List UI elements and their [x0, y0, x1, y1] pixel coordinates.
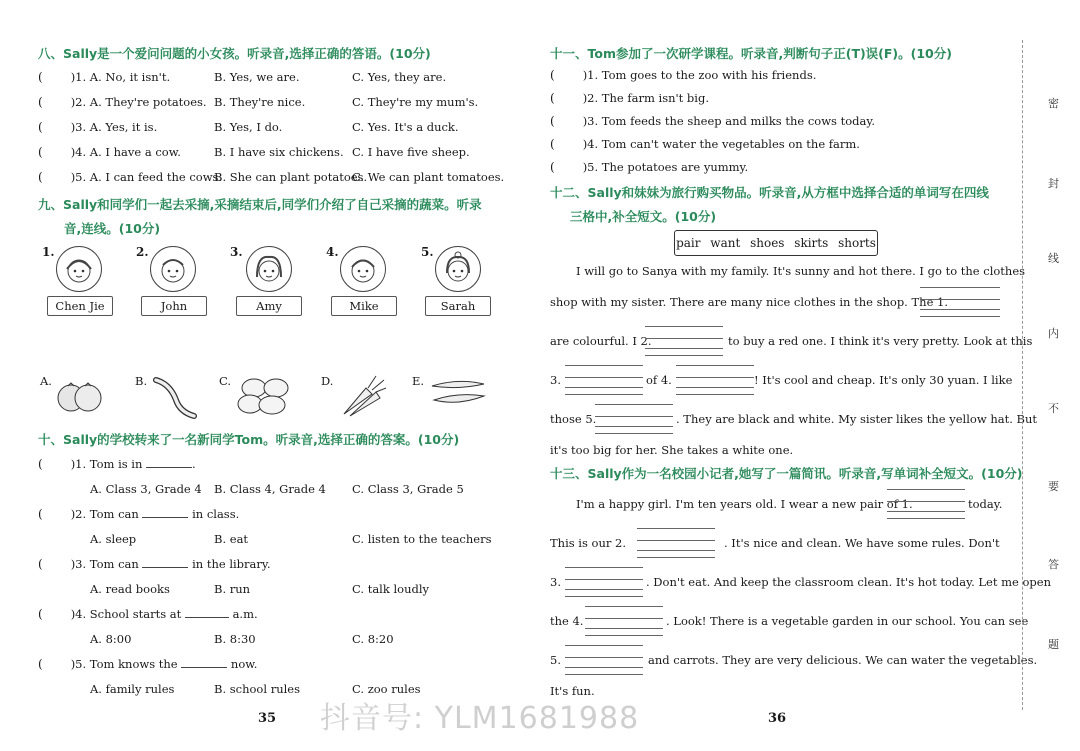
writing-line: [565, 674, 643, 675]
passage-line: . They are black and white. My sister likes the yellow hat. But: [676, 412, 1037, 426]
statement: )4. Tom can't water the vegetables on the farm.: [582, 137, 860, 151]
passage-line: It's fun.: [550, 684, 595, 698]
passage-line: I will go to Sanya with my family. It's sunny and hot there. I go to the clothes: [576, 264, 1026, 278]
answer-blank[interactable]: [142, 517, 188, 518]
answer-blank[interactable]: [146, 467, 192, 468]
writing-line: [676, 377, 754, 378]
child-portrait-icon: [56, 246, 102, 292]
question-stem: [38, 657, 257, 671]
answer-paren[interactable]: (: [38, 507, 43, 521]
green-beans-icon: [150, 374, 200, 424]
option-c: C. Yes, they are.: [352, 70, 447, 84]
question-stem: [38, 607, 258, 621]
potatoes-icon: [236, 376, 298, 420]
writing-line: [645, 338, 723, 339]
writing-line: [887, 501, 965, 502]
passage-line: those 5.: [550, 412, 597, 426]
option-c: C. They're my mum's.: [352, 95, 479, 109]
option-a: )5. A. I can feed the cows.: [70, 170, 223, 184]
child-portrait-icon: [435, 246, 481, 292]
answer-paren[interactable]: (: [38, 657, 43, 671]
writing-line: [565, 596, 643, 597]
writing-line[interactable]: [637, 550, 715, 551]
passage-line: today.: [968, 497, 1003, 511]
answer-paren[interactable]: (: [550, 68, 555, 82]
option-a: )2. A. They're potatoes.: [70, 95, 207, 109]
question-text: )4. School starts at: [70, 607, 182, 621]
question-row: [38, 120, 157, 134]
option-c: C. zoo rules: [352, 682, 421, 696]
writing-line[interactable]: [595, 426, 673, 427]
child-number: 4.: [326, 245, 339, 259]
statement: )5. The potatoes are yummy.: [582, 160, 749, 174]
writing-line: [887, 489, 965, 490]
question-text-end: in class.: [192, 507, 240, 521]
answer-blank[interactable]: [142, 567, 188, 568]
writing-line: [645, 355, 723, 356]
binding-char: 封: [1048, 177, 1059, 190]
name-box: Amy: [236, 296, 302, 316]
option-b: B. They're nice.: [214, 95, 306, 109]
option-b: B. Yes, we are.: [214, 70, 300, 84]
passage-line: shop with my sister. There are many nice clothes in the shop. The 1.: [550, 295, 949, 309]
binding-char: 密: [1048, 97, 1059, 110]
answer-paren[interactable]: (: [38, 170, 43, 184]
option-a: A. Class 3, Grade 4: [90, 482, 202, 496]
answer-paren[interactable]: (: [38, 145, 43, 159]
option-b: B. Class 4, Grade 4: [214, 482, 326, 496]
carrots-icon: [336, 372, 388, 424]
question-row: [38, 95, 207, 109]
veg-letter: A.: [40, 374, 52, 388]
writing-line: [645, 326, 723, 327]
question-row: [38, 70, 170, 84]
writing-line: [676, 394, 754, 395]
passage-line: and carrots. They are very delicious. We can water the vegetables.: [648, 653, 1038, 667]
tomato-icon: [56, 378, 104, 418]
passage-line: . Don't eat. And keep the classroom clean. It's hot today. Let me open: [646, 575, 1052, 589]
judge-row: [550, 160, 748, 174]
passage-line: of 4.: [646, 373, 672, 387]
section-12-title: 十二、Sally和妹妹为旅行购买物品。听录音,从方框中选择合适的单词写在四线: [550, 185, 989, 200]
passage-line: to buy a red one. I think it's very pretty. Look at this: [728, 334, 1033, 348]
option-a: A. family rules: [90, 682, 175, 696]
answer-paren[interactable]: (: [550, 114, 555, 128]
question-text-end: .: [192, 457, 196, 471]
passage-line: I'm a happy girl. I'm ten years old. I wear a new pair of 1.: [576, 497, 913, 511]
passage-line: . Look! There is a vegetable garden in our school. You can see: [666, 614, 1029, 628]
question-stem: [38, 507, 239, 521]
passage-line: 5.: [550, 653, 561, 667]
child-number: 2.: [136, 245, 149, 259]
section-12-title-cont: 三格中,补全短文。(10分): [570, 209, 717, 224]
option-b: B. 8:30: [214, 632, 256, 646]
writing-line[interactable]: [565, 667, 643, 668]
binding-line: [1022, 40, 1024, 710]
answer-paren[interactable]: (: [38, 607, 43, 621]
option-c: C. 8:20: [352, 632, 394, 646]
binding-char: 内: [1048, 327, 1059, 340]
writing-line: [637, 540, 715, 541]
judge-row: [550, 114, 875, 128]
option-b: B. run: [214, 582, 251, 596]
veg-letter: E.: [412, 374, 425, 388]
passage-line: ! It's cool and cheap. It's only 30 yuan. I like: [754, 373, 1013, 387]
option-a: A. read books: [90, 582, 170, 596]
writing-line: [585, 606, 663, 607]
binding-char: 线: [1048, 252, 1059, 265]
answer-paren[interactable]: (: [550, 137, 555, 151]
section-8-title: 八、Sally是一个爱问问题的小女孩。听录音,选择正确的答语。(10分): [38, 46, 431, 61]
section-13-title: 十三、Sally作为一名校园小记者,她写了一篇简讯。听录音,写单词补全短文。(10分): [550, 466, 1023, 481]
option-b: B. Yes, I do.: [214, 120, 283, 134]
option-b: B. She can plant potatoes.: [214, 170, 368, 184]
writing-line[interactable]: [887, 511, 965, 512]
option-c: C. talk loudly: [352, 582, 430, 596]
option-b: B. school rules: [214, 682, 300, 696]
judge-row: [550, 91, 709, 105]
question-text-end: in the library.: [192, 557, 271, 571]
option-a: )1. A. No, it isn't.: [70, 70, 171, 84]
passage-line: . It's nice and clean. We have some rules. Don't: [724, 536, 1000, 550]
writing-line: [565, 567, 643, 568]
binding-char: 不: [1048, 402, 1059, 415]
writing-line: [585, 618, 663, 619]
binding-char: 要: [1048, 480, 1059, 493]
judge-row: [550, 68, 816, 82]
writing-line[interactable]: [565, 589, 643, 590]
writing-line[interactable]: [565, 387, 643, 388]
veg-letter: D.: [321, 374, 334, 388]
question-stem: [38, 557, 271, 571]
page-number: 35: [258, 711, 277, 726]
writing-line[interactable]: [676, 387, 754, 388]
veg-letter: B.: [135, 374, 148, 388]
writing-line[interactable]: [585, 628, 663, 629]
option-a: )4. A. I have a cow.: [70, 145, 181, 159]
child-portrait-icon: [150, 246, 196, 292]
answer-blank[interactable]: [185, 617, 229, 618]
binding-char: 题: [1048, 638, 1059, 651]
section-10-title: 十、Sally的学校转来了一名新同学Tom。听录音,选择正确的答案。(10分): [38, 432, 460, 447]
writing-line[interactable]: [645, 348, 723, 349]
section-9-title-cont: 音,连线。(10分): [64, 221, 161, 236]
option-a: A. sleep: [90, 532, 137, 546]
writing-line: [565, 365, 643, 366]
writing-line: [565, 657, 643, 658]
binding-char: 答: [1048, 558, 1059, 571]
name-box: Chen Jie: [47, 296, 113, 316]
answer-blank[interactable]: [181, 667, 227, 668]
writing-line: [565, 579, 643, 580]
writing-line: [887, 518, 965, 519]
option-b: B. I have six chickens.: [214, 145, 344, 159]
option-c: C. I have five sheep.: [352, 145, 470, 159]
writing-line: [585, 635, 663, 636]
veg-letter: C.: [219, 374, 232, 388]
writing-line: [637, 528, 715, 529]
passage-line: 3.: [550, 373, 561, 387]
writing-line: [565, 394, 643, 395]
option-a: )3. A. Yes, it is.: [70, 120, 158, 134]
question-stem: [38, 457, 196, 471]
child-number: 1.: [42, 245, 55, 259]
answer-paren[interactable]: (: [550, 160, 555, 174]
writing-line: [920, 299, 1000, 300]
writing-line: [565, 377, 643, 378]
question-text: )3. Tom can: [70, 557, 139, 571]
answer-paren[interactable]: (: [38, 557, 43, 571]
section-9-title: 九、Sally和同学们一起去采摘,采摘结束后,同学们介绍了自己采摘的蔬菜。听录: [38, 197, 482, 212]
statement: )2. The farm isn't big.: [582, 91, 709, 105]
section-11-title: 十一、Tom参加了一次研学课程。听录音,判断句子正(T)误(F)。(10分): [550, 46, 952, 61]
writing-line: [676, 365, 754, 366]
writing-line: [565, 645, 643, 646]
answer-paren[interactable]: (: [38, 457, 43, 471]
option-c: C. Class 3, Grade 5: [352, 482, 464, 496]
question-text: )5. Tom knows the: [70, 657, 178, 671]
writing-line: [595, 404, 673, 405]
option-a: A. 8:00: [90, 632, 132, 646]
judge-row: [550, 137, 860, 151]
writing-line: [920, 316, 1000, 317]
option-b: B. eat: [214, 532, 249, 546]
passage-line: it's too big for her. She takes a white one.: [550, 443, 794, 457]
question-row: [38, 170, 222, 184]
page-number: 36: [768, 711, 787, 726]
question-row: [38, 145, 181, 159]
name-box: Mike: [331, 296, 397, 316]
name-box: Sarah: [425, 296, 491, 316]
child-number: 5.: [421, 245, 434, 259]
question-text-end: a.m.: [232, 607, 258, 621]
question-text: )2. Tom can: [70, 507, 139, 521]
writing-line: [595, 416, 673, 417]
cucumbers-icon: [428, 376, 488, 416]
statement: )1. Tom goes to the zoo with his friends.: [582, 68, 817, 82]
writing-line[interactable]: [920, 309, 1000, 310]
passage-line: are colourful. I 2.: [550, 334, 652, 348]
child-portrait-icon: [340, 246, 386, 292]
right-page: [540, 0, 1080, 751]
answer-paren[interactable]: (: [38, 120, 43, 134]
name-box: John: [141, 296, 207, 316]
watermark-text: 抖音号: YLM1681988: [320, 701, 640, 736]
answer-paren[interactable]: (: [38, 95, 43, 109]
writing-line: [595, 433, 673, 434]
option-c: C. Yes. It's a duck.: [352, 120, 459, 134]
statement: )3. Tom feeds the sheep and milks the cows today.: [582, 114, 875, 128]
question-text: )1. Tom is in: [70, 457, 143, 471]
passage-line: This is our 2.: [550, 536, 627, 550]
writing-line: [920, 287, 1000, 288]
option-c: C. listen to the teachers: [352, 532, 492, 546]
answer-paren[interactable]: (: [550, 91, 555, 105]
passage-line: 3.: [550, 575, 561, 589]
child-number: 3.: [230, 245, 243, 259]
question-text-end: now.: [230, 657, 258, 671]
word-bank-box: pair want shoes skirts shorts: [674, 230, 878, 256]
option-c: C. We can plant tomatoes.: [352, 170, 505, 184]
writing-line: [637, 557, 715, 558]
answer-paren[interactable]: (: [38, 70, 43, 84]
child-portrait-icon: [246, 246, 292, 292]
passage-line: the 4.: [550, 614, 584, 628]
